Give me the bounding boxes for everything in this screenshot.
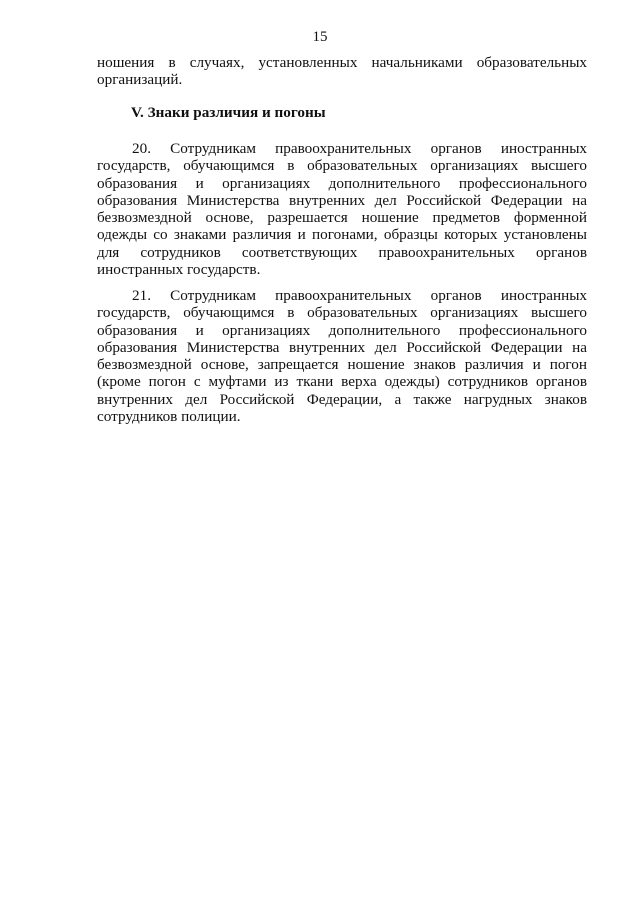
continuation-paragraph: ношения в случаях, установленных начальниками образовательных организаций.	[97, 54, 587, 89]
paragraph-21: 21. Сотрудникам правоохранительных органов иностранных государств, обучающимся в образовательных организациях высшего образования и организациях дополнительного профессионального образования Министерства внутренних дел Российской Федерации на безвозмездной основе, запрещается ношение знаков различия и погон (кроме погон с муфтами из ткани верха одежды) сотрудников органов внутренних дел Российской Федерации, а также нагрудных знаков сотрудников полиции.	[97, 287, 587, 426]
page-number: 15	[312, 29, 328, 45]
paragraph-20: 20. Сотрудникам правоохранительных органов иностранных государств, обучающимся в образовательных организациях высшего образования и организациях дополнительного профессионального образования Министерства внутренних дел Российской Федерации на безвозмездной основе, разрешается ношение предметов форменной одежды со знаками различия и погонами, образцы которых установлены для сотрудников соответствующих правоохранительных органов иностранных государств.	[97, 140, 587, 279]
section-heading: V. Знаки различия и погоны	[131, 104, 326, 121]
